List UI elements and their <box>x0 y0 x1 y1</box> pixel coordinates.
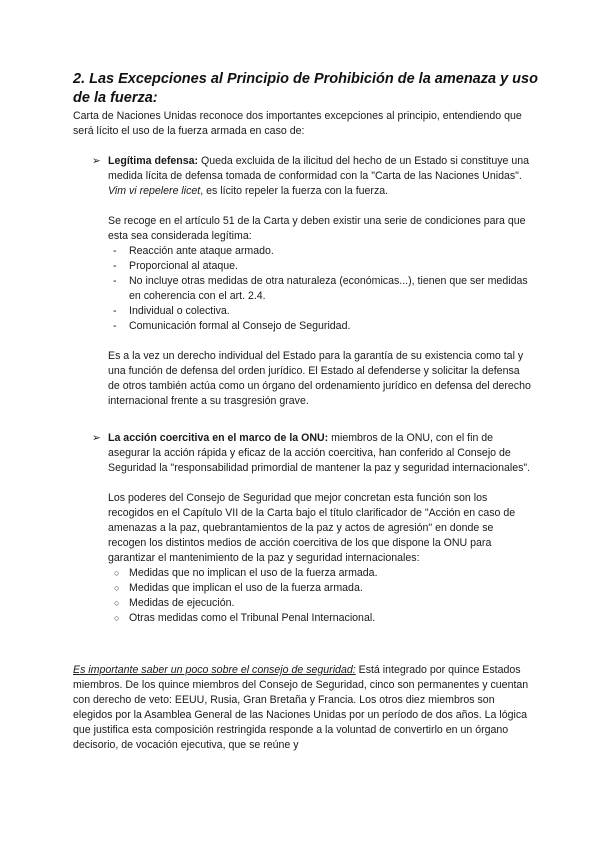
section-title: 2. Las Excepciones al Principio de Prohibición de la amenaza y uso de la fuerza: <box>73 71 538 106</box>
legitima-defensa-paragraph <box>108 154 533 199</box>
intro-paragraph: Carta de Naciones Unidas reconoce dos importantes excepciones al principio, entendiendo que será lícito el uso de la fuerza armada en caso de: <box>73 110 522 137</box>
conditions-intro: Se recoge en el artículo 51 de la Carta y deben existir una serie de condiciones para que esta sea considerada legítima: <box>108 215 526 242</box>
section-accion-coercitiva <box>93 431 533 626</box>
arrow-bullet-icon: ➢ <box>92 432 101 444</box>
dash-marker: - <box>113 320 117 332</box>
note-text: Está integrado por quince Estados miembros. De los quince miembros del Consejo de Seguridad, cinco son permanentes y cuentan con derecho de veto: EEUU, Rusia, Gran Bretaña y Francia. Los otros diez miembros son elegidos por la Asamblea General de las Naciones Unidas por un período de dos años. La lógica que justifica esta composición restringida responde a la voluntad de convertirlo en un órgano decisorio, de vocación ejecutiva, que se reúne y <box>73 664 529 751</box>
list-item <box>93 596 533 611</box>
condition-text: Comunicación formal al Consejo de Seguridad. <box>129 320 351 332</box>
dash-marker: - <box>113 245 117 257</box>
section-legitima-defensa <box>93 154 533 409</box>
accion-coercitiva-bullet <box>93 431 533 476</box>
list-item <box>93 244 533 259</box>
circle-bullet-icon: ○ <box>114 583 120 593</box>
circle-bullet-icon: ○ <box>114 613 120 623</box>
measure-text: Medidas de ejecución. <box>129 597 235 609</box>
measure-text: Medidas que implican el uso de la fuerza armada. <box>129 582 363 594</box>
measure-text: Otras medidas como el Tribunal Penal Internacional. <box>129 612 376 624</box>
measures-list <box>93 566 533 626</box>
legitima-defensa-text-a: Queda excluida de la ilicitud del hecho de un Estado si constituye una medida lícita de defensa tomada de conformidad con la "Carta de las Naciones Unidas". <box>108 155 530 182</box>
accion-coercitiva-text: miembros de la ONU, con el fin de asegurar la acción rápida y eficaz de la acción coercitiva, han conferido al Consejo de Seguridad la "responsabilidad primordial de mantener la paz y seguridad internacionales". <box>108 432 531 474</box>
condition-text: Individual o colectiva. <box>129 305 230 317</box>
condition-text: Reacción ante ataque armado. <box>129 245 274 257</box>
dash-marker: - <box>113 260 117 272</box>
condition-text: Proporcional al ataque. <box>129 260 238 272</box>
measure-text: Medidas que no implican el uso de la fuerza armada. <box>129 567 378 579</box>
legitima-defensa-heading: Legítima defensa: <box>108 155 199 167</box>
list-item <box>93 259 533 274</box>
legitima-defensa-closing: Es a la vez un derecho individual del Estado para la garantía de su existencia como tal y una función de defensa del orden jurídico. El Estado al defenderse y solicitar la defensa de otros también actúa como un órgano del ordenamiento jurídico en defensa del derecho internacional frente a su trasgresión grave. <box>108 350 531 407</box>
legitima-defensa-bullet <box>93 154 533 199</box>
condition-text: No incluye otras medidas de otra naturaleza (económicas...), tienen que ser medidas en coherencia con el art. 2.4. <box>129 275 528 302</box>
list-item <box>93 304 533 319</box>
circle-bullet-icon: ○ <box>114 598 120 608</box>
arrow-bullet-icon: ➢ <box>92 155 101 167</box>
accion-coercitiva-heading: La acción coercitiva en el marco de la ONU: <box>108 432 329 444</box>
consejo-seguridad-note <box>73 663 535 753</box>
legitima-defensa-text-b: , es lícito repeler la fuerza con la fuerza. <box>200 185 389 197</box>
list-item <box>93 611 533 626</box>
accion-coercitiva-paragraph <box>108 431 533 476</box>
dash-marker: - <box>113 305 117 317</box>
dash-marker: - <box>113 275 117 287</box>
circle-bullet-icon: ○ <box>114 568 120 578</box>
list-item <box>93 274 533 304</box>
list-item <box>93 581 533 596</box>
latin-phrase: Vim vi repelere licet <box>108 185 201 197</box>
powers-intro: Los poderes del Consejo de Seguridad que mejor concretan esta función son los recogidos en el Capítulo VII de la Carta bajo el título clarificador de "Acción en caso de amenazas a la paz, quebrantamientos de la paz y actos de agresión" en donde se recogen los distintos medios de acción coercitiva de los que dispone la ONU para garantizar el mantenimiento de la paz y seguridad internacionales: <box>108 492 516 564</box>
list-item <box>93 319 533 334</box>
list-item <box>93 566 533 581</box>
conditions-list <box>93 244 533 334</box>
note-label: Es importante saber un poco sobre el consejo de seguridad: <box>73 664 356 676</box>
